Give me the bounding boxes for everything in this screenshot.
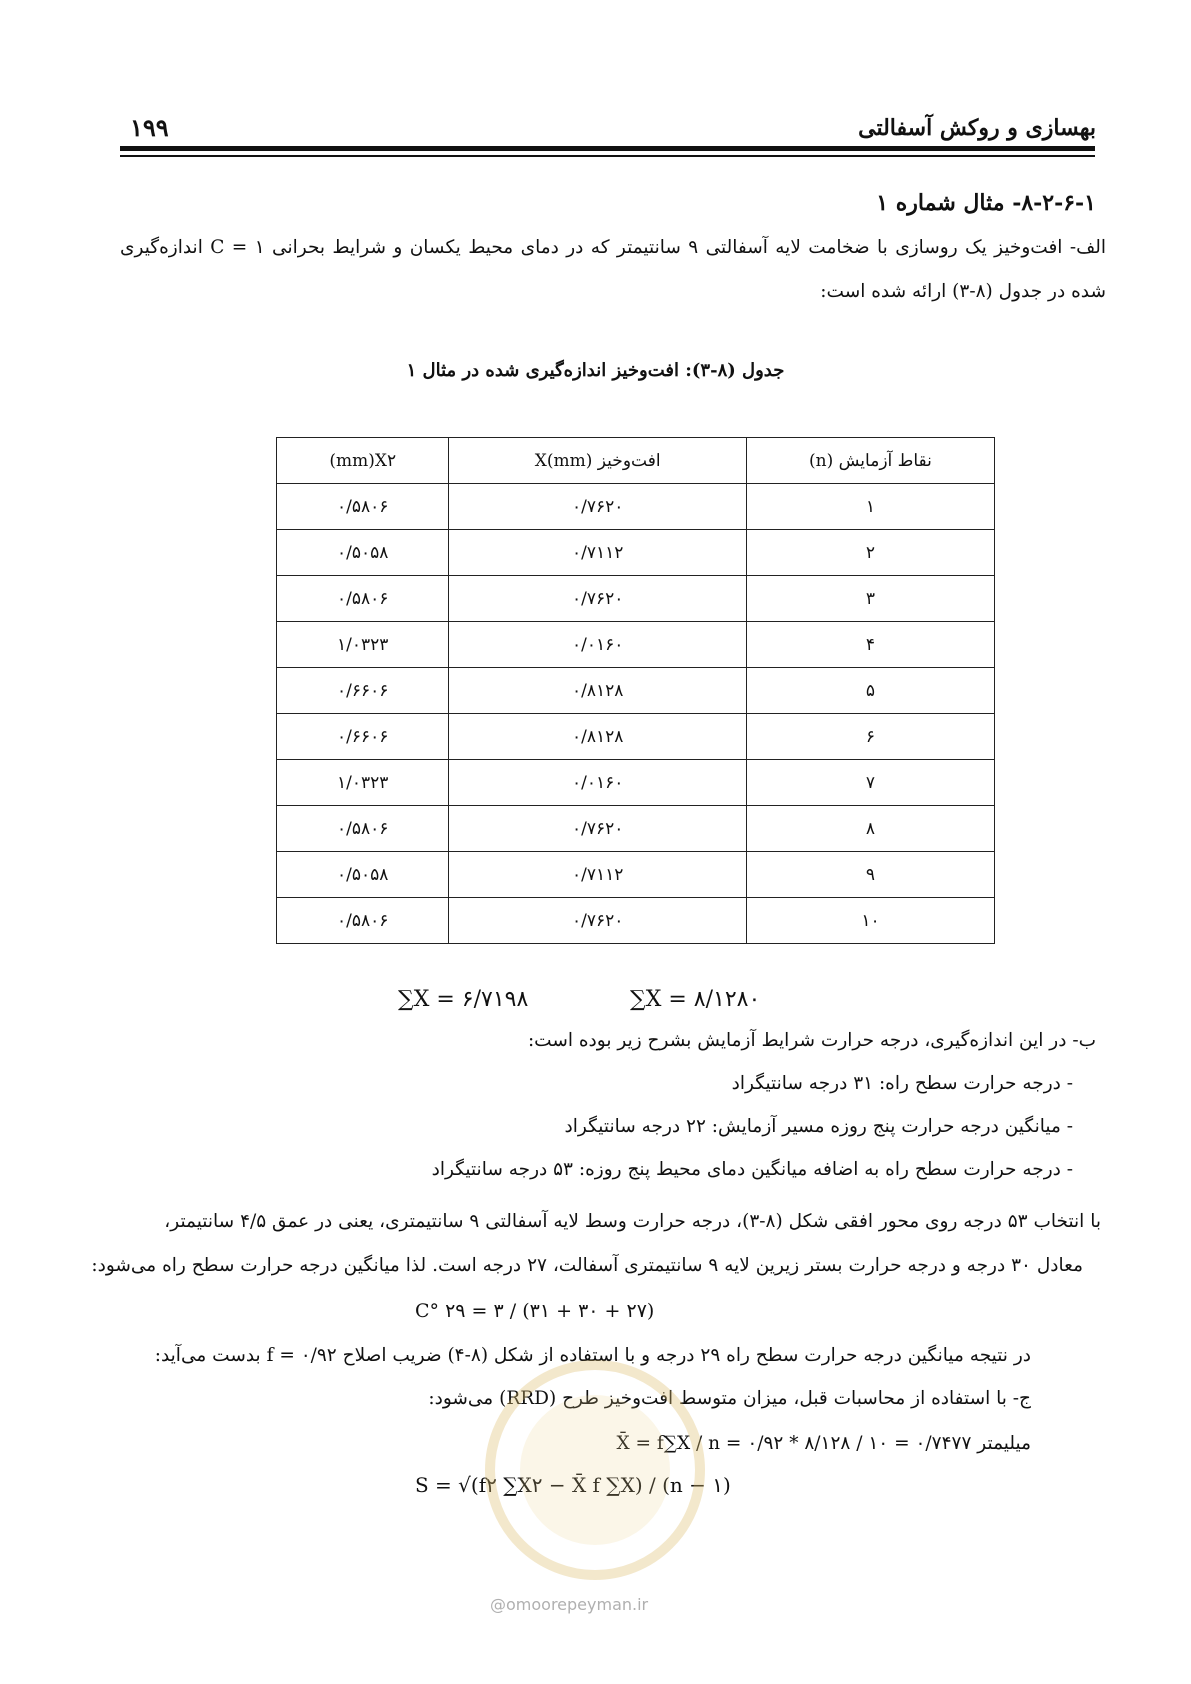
paragraph-b-intro: ب- در این اندازه‌گیری، درجه حرارت شرایط آزمایش بشرح زیر بوده است: bbox=[527, 1030, 1096, 1051]
sum-x-squared: ∑X = ۶/۷۱۹۸ bbox=[398, 987, 529, 1012]
cell-n: ۶ bbox=[746, 714, 994, 760]
watermark-seal-inner bbox=[520, 1395, 670, 1545]
cell-x2: ۰/۵۸۰۶ bbox=[277, 484, 449, 530]
table-row bbox=[277, 668, 995, 714]
cell-x: ۰/۸۱۲۸ bbox=[449, 668, 746, 714]
header-rule-thick bbox=[120, 146, 1095, 151]
table-row bbox=[277, 714, 995, 760]
paragraph-b-line-2: معادل ۳۰ درجه و درجه حرارت بستر زیرین لایه ۹ سانتیمتری آسفالت، ۲۷ درجه است. لذا میانگین درجه حرارت سطح راه می‌شود: bbox=[91, 1255, 1083, 1276]
table-body bbox=[277, 484, 995, 944]
xbar-formula: میلیمتر ۰/۷۴۷۷ = ۱۰ / ۸/۱۲۸ * ۰/۹۲ = X̄ = f∑X / n bbox=[616, 1433, 1031, 1454]
header-x: افت‌وخیز (mm)X bbox=[449, 438, 746, 484]
cell-n: ۱ bbox=[746, 484, 994, 530]
cell-n: ۷ bbox=[746, 760, 994, 806]
section-heading: ۸-۲-۶-۱- مثال شماره ۱ bbox=[876, 190, 1096, 216]
cell-x2: ۰/۵۸۰۶ bbox=[277, 576, 449, 622]
cell-x: ۰/۷۶۲۰ bbox=[449, 484, 746, 530]
header-rule-thin bbox=[120, 155, 1095, 157]
cell-x2: ۱/۰۳۲۳ bbox=[277, 622, 449, 668]
table-row bbox=[277, 760, 995, 806]
cell-x: ۰/۷۱۱۲ bbox=[449, 530, 746, 576]
cell-x: ۰/۷۶۲۰ bbox=[449, 806, 746, 852]
bullet-2: - میانگین درجه حرارت پنج روزه مسیر آزمایش: ۲۲ درجه سانتیگراد bbox=[564, 1116, 1073, 1137]
deflection-table bbox=[276, 437, 995, 944]
table-row bbox=[277, 622, 995, 668]
paragraph-b-line-1: با انتخاب ۵۳ درجه روی محور افقی شکل (۸-۳)، درجه حرارت وسط لایه آسفالتی ۹ سانتیمتری، یعنی در عمق ۴/۵ سانتیمتر، bbox=[164, 1211, 1101, 1232]
cell-x: ۰/۷۶۲۰ bbox=[449, 898, 746, 944]
table-header-row bbox=[277, 438, 995, 484]
paragraph-c-intro: ج- با استفاده از محاسبات قبل، میزان متوسط افت‌وخیز طرح (RRD) می‌شود: bbox=[428, 1388, 1031, 1409]
header-x2: (mm)X۲ bbox=[277, 438, 449, 484]
cell-x2: ۰/۶۶۰۶ bbox=[277, 668, 449, 714]
temperature-formula: (۲۷ + ۳۰ + ۳۱) / ۳ = ۲۹ °C bbox=[415, 1300, 655, 1322]
cell-n: ۹ bbox=[746, 852, 994, 898]
table-row bbox=[277, 806, 995, 852]
cell-n: ۲ bbox=[746, 530, 994, 576]
bullet-1: - درجه حرارت سطح راه: ۳۱ درجه سانتیگراد bbox=[731, 1073, 1073, 1094]
running-header-title: بهسازی و روکش آسفالتی bbox=[858, 115, 1096, 141]
table-row bbox=[277, 484, 995, 530]
paragraph-a: الف- افت‌وخیز یک روسازی با ضخامت لایه آسفالتی ۹ سانتیمتر که در دمای محیط یکسان و شرایط بحرانی ۱ = C اندازه‌گیری شده در جدول (۸-۳) ارائه شده است: bbox=[120, 237, 1107, 302]
cell-x2: ۱/۰۳۲۳ bbox=[277, 760, 449, 806]
cell-n: ۸ bbox=[746, 806, 994, 852]
cell-x: ۰/۷۱۱۲ bbox=[449, 852, 746, 898]
cell-x: ۰/۸۱۲۸ bbox=[449, 714, 746, 760]
cell-x2: ۰/۵۸۰۶ bbox=[277, 898, 449, 944]
header-n: نقاط آزمایش (n) bbox=[746, 438, 994, 484]
sum-x: ∑X = ۸/۱۲۸۰ bbox=[630, 987, 761, 1012]
cell-x2: ۰/۵۸۰۶ bbox=[277, 806, 449, 852]
s-formula: S = √(f۲ ∑X۲ − X̄ f ∑X) / (n − ۱) bbox=[415, 1473, 731, 1497]
table-row bbox=[277, 530, 995, 576]
cell-n: ۴ bbox=[746, 622, 994, 668]
table-row bbox=[277, 852, 995, 898]
table-caption: جدول (۸-۳): افت‌وخیز اندازه‌گیری شده در مثال ۱ bbox=[406, 360, 785, 381]
cell-x2: ۰/۵۰۵۸ bbox=[277, 530, 449, 576]
cell-x2: ۰/۶۶۰۶ bbox=[277, 714, 449, 760]
cell-n: ۵ bbox=[746, 668, 994, 714]
cell-x: ۰/۰۱۶۰ bbox=[449, 760, 746, 806]
cell-x: ۰/۰۱۶۰ bbox=[449, 622, 746, 668]
bullet-3: - درجه حرارت سطح راه به اضافه میانگین دمای محیط پنج روزه: ۵۳ درجه سانتیگراد bbox=[431, 1159, 1073, 1180]
table-row bbox=[277, 898, 995, 944]
table-row bbox=[277, 576, 995, 622]
cell-n: ۳ bbox=[746, 576, 994, 622]
page-number: ۱۹۹ bbox=[130, 113, 169, 142]
paragraph-b-line-3: در نتیجه میانگین درجه حرارت سطح راه ۲۹ درجه و با استفاده از شکل (۸-۴) ضریب اصلاح ۰/۹۲ = f بدست می‌آید: bbox=[154, 1345, 1031, 1366]
cell-x2: ۰/۵۰۵۸ bbox=[277, 852, 449, 898]
watermark-url: @omoorepeyman.ir bbox=[490, 1595, 649, 1614]
cell-n: ۱۰ bbox=[746, 898, 994, 944]
cell-x: ۰/۷۶۲۰ bbox=[449, 576, 746, 622]
